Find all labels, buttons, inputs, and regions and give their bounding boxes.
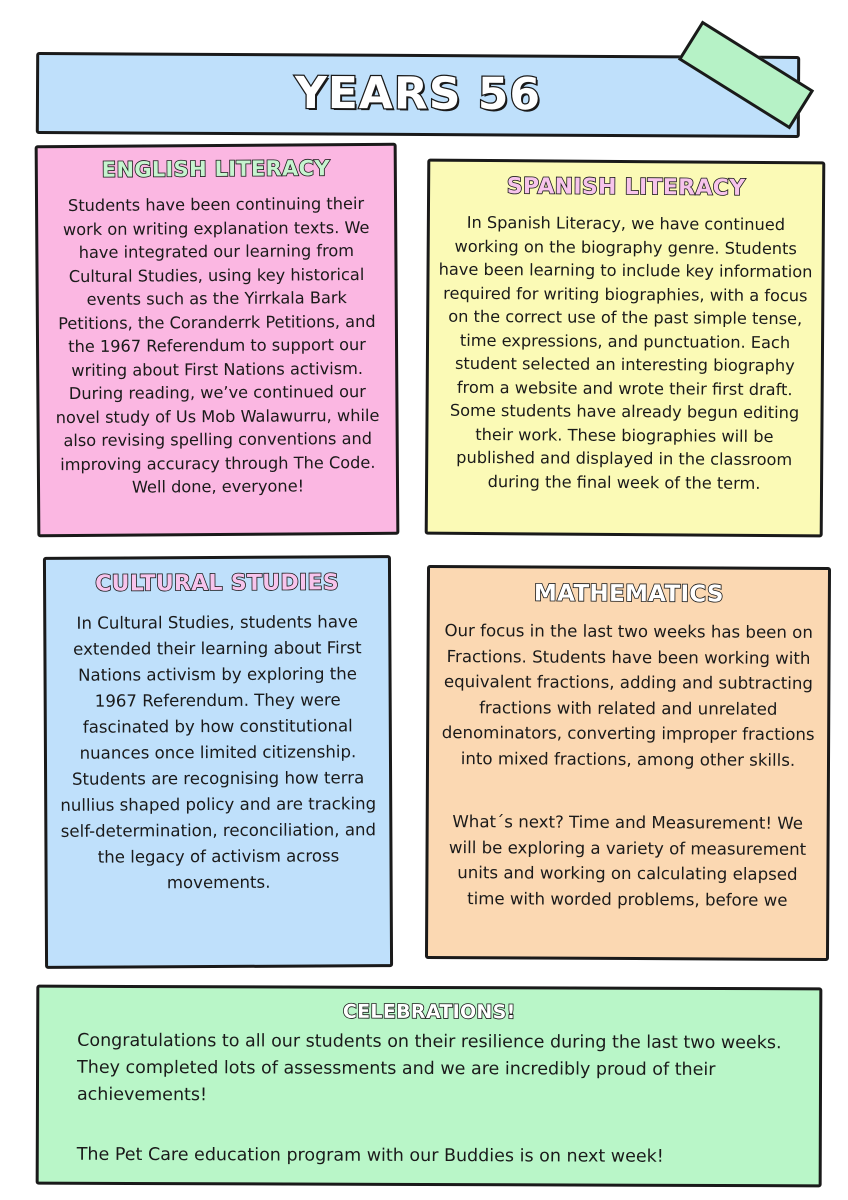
english-literacy-heading: ENGLISH LITERACY: [101, 156, 330, 182]
page-title: YEARS 56: [294, 67, 542, 121]
mathematics-card: [425, 565, 831, 961]
celebrations-heading: CELEBRATIONS!: [342, 1000, 516, 1024]
spanish-literacy-heading: SPANISH LITERACY: [506, 174, 746, 201]
cultural-studies-body: In Cultural Studies, students have extended their learning about First Nations activism by exploring the 1967 Referendum. They were fascinated by how constitutional nuances once limited citizenship. Students are recognising how terra nullius shaped policy and are tracking self-determination, reconciliation, and the legacy of activism across movements.: [60, 612, 377, 893]
mathematics-heading: MATHEMATICS: [533, 580, 724, 608]
celebrations-paragraph-2: The Pet Care education program with our Buddies is on next week!: [76, 1144, 664, 1167]
spanish-literacy-body: In Spanish Literacy, we have continued working on the biography genre. Students have been learning to include key information required for writing biographies, with a focus on the correct use of the past simple tense, time expressions, and punctuation. Each student selected an interesting biography from a website and wrote their first draft. Some students have already begun editing their work. These biographies will be published and displayed in the classroom during the final week of the term.: [438, 212, 813, 493]
mathematics-paragraph-1: Our focus in the last two weeks has been on Fractions. Students have been working with equivalent fractions, adding and subtracting fractions with related and unrelated denominators, converting improper fractions into mixed fractions, among other skills.: [441, 621, 815, 770]
mathematics-paragraph-2: What´s next? Time and Measurement! We will be exploring a variety of measurement units and working on calculating elapsed time with worded problems, before we: [448, 812, 807, 910]
celebrations-card: [36, 985, 823, 1188]
cultural-studies-heading: CULTURAL STUDIES: [95, 570, 340, 597]
spanish-literacy-card: [425, 159, 826, 538]
celebrations-paragraph-1: Congratulations to all our students on their resilience during the last two weeks. They completed lots of assessments and we are incredibly proud of their achievements!: [76, 1030, 782, 1106]
english-literacy-body: Students have been continuing their work on writing explanation texts. We have integrated our learning from Cultural Studies, using key historical events such as the Yirrkala Bark Petitions, the Coranderrk Petitions, and the 1967 Referendum to support our writing about First Nations activism. During reading, we’ve continued our novel study of Us Mob Walawurru, while also revising spelling conventions and improving accuracy through The Code. Well done, everyone!: [55, 193, 380, 497]
english-literacy-card: [35, 143, 400, 538]
cultural-studies-card: [43, 555, 393, 969]
